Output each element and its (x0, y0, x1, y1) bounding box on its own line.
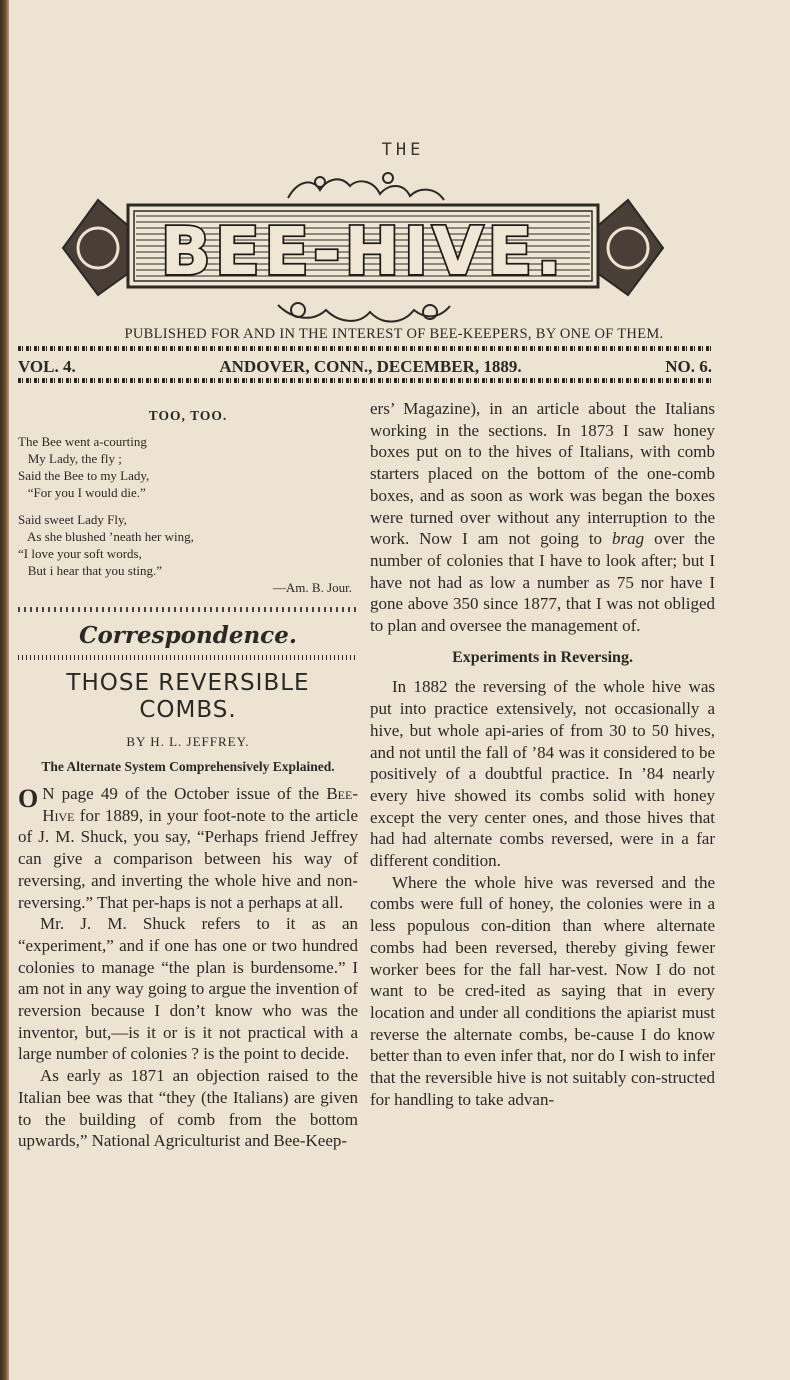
article-title-line: THOSE REVERSIBLE (66, 670, 310, 696)
article-subtitle: The Alternate System Comprehensively Explained. (41, 759, 335, 774)
masthead-title-text: BEE-HIVE. (160, 213, 566, 290)
masthead-logo (58, 160, 668, 335)
wavy-divider (18, 655, 358, 660)
right-column (370, 398, 715, 1111)
poem-attribution: —Am. B. Jour. (272, 580, 352, 595)
dateline: ANDOVER, CONN., DECEMBER, 1889. (219, 357, 522, 376)
article-title (18, 670, 358, 724)
newspaper-page (18, 0, 788, 1380)
publisher-tagline: PUBLISHED FOR AND IN THE INTEREST OF BEE-KEEPERS, BY ONE OF THEM. (124, 326, 664, 342)
book-binding-edge (0, 0, 9, 1380)
paragraph: As early as 1871 an objection raised to the Italian bee was that “they (the Italians) are given to the building of comb from the bottom upwards,” National Agriculturist and Bee-Keep- (18, 1066, 358, 1151)
drop-cap: O (18, 784, 39, 813)
poem-line: My Lady, the fly ; (18, 451, 122, 466)
paragraph: ers’ Magazine), in an article about the Italians working in the sections. In 1873 I saw honey boxes put on to the hives of Italians, with comb starters placed on the bottom of the one-comb boxes, and as soon as work was began the boxes were turned over without any interruption to the work. Now I am not going to brag over the number of colonies that I have to look after; but I have not had as low a number as 75 nor have I gone above 350 since 1877, that I was not obliged to plan and oversee the management of. (370, 399, 715, 636)
poem-line: As she blushed ’neath her wing, (18, 529, 194, 544)
poem-line: Said sweet Lady Fly, (18, 512, 127, 527)
paragraph: Mr. J. M. Shuck refers to it as an “experiment,” and if one has one or two hundred colonies to manage “the plan is burdensome.” I am not in any way going to argue the invention of reversion because I don’t know who was the inventor, but,—is it or is it not practical with a large number of colonies ? is the point to decide. (18, 914, 358, 1064)
poem-title: TOO, TOO. (148, 408, 228, 423)
paragraph: Where the whole hive was reversed and the combs were full of honey, the colonies were in a less populous con-dition than where alternate combs had been reversed, thereby giving fewer worker bees for the fall har-vest. Now I do not want to be cred-ited as saying that in every location and under all conditions the apiarist must reverse the alternate combs, be-cause I do know better than to even infer that, nor do I wish to infer that the reversible hive is not suitably con-structed for handling to take advan- (370, 872, 715, 1109)
poem-stanza-1 (18, 433, 358, 501)
issue-number: NO. 6. (665, 357, 712, 376)
article-byline: BY H. L. JEFFREY. (126, 734, 250, 749)
ornamental-rule-bottom (18, 378, 712, 383)
article-body-right (370, 398, 715, 1111)
dotted-divider (18, 607, 358, 612)
poem-line: “I love your soft words, (18, 546, 142, 561)
poem-stanza-2 (18, 511, 358, 579)
masthead-the-label: THE (381, 140, 425, 160)
poem-line: But i hear that you sting.” (18, 563, 163, 578)
subsection-heading: Experiments in Reversing. (452, 648, 633, 666)
paragraph: O N page 49 of the October issue of the Bee-Hive for 1889, in your foot-note to the article of J. M. Shuck, you say, “Perhaps friend Jeffrey can give a comparison between his way of reversing, and inverting the whole hive and non-reversing.” That per-haps is not a perhaps at all. (18, 784, 358, 912)
ornamental-rule-top (18, 346, 712, 351)
paragraph: In 1882 the reversing of the whole hive was put into practice extensively, not occasionally a hive, but whole api-aries of from 30 to 50 hives, and not until the fall of ’84 was it considered to be positively of a doubtful practice. In ’84 nearly every hive showed its combs solid with honey except the very center ones, and those hives that had had alternate combs reversed, were in a far different condition. (370, 677, 715, 871)
volume-number: VOL. 4. (18, 357, 76, 376)
article-body-left (18, 783, 358, 1152)
issue-line (18, 357, 712, 377)
article-title-line: COMBS. (139, 697, 237, 723)
poem-line: The Bee went a-courting (18, 434, 147, 449)
section-heading-correspondence: Correspondence. (79, 622, 297, 649)
left-column (18, 398, 358, 1152)
poem-line: Said the Bee to my Lady, (18, 468, 150, 483)
poem-line: “For you I would die.” (18, 485, 146, 500)
